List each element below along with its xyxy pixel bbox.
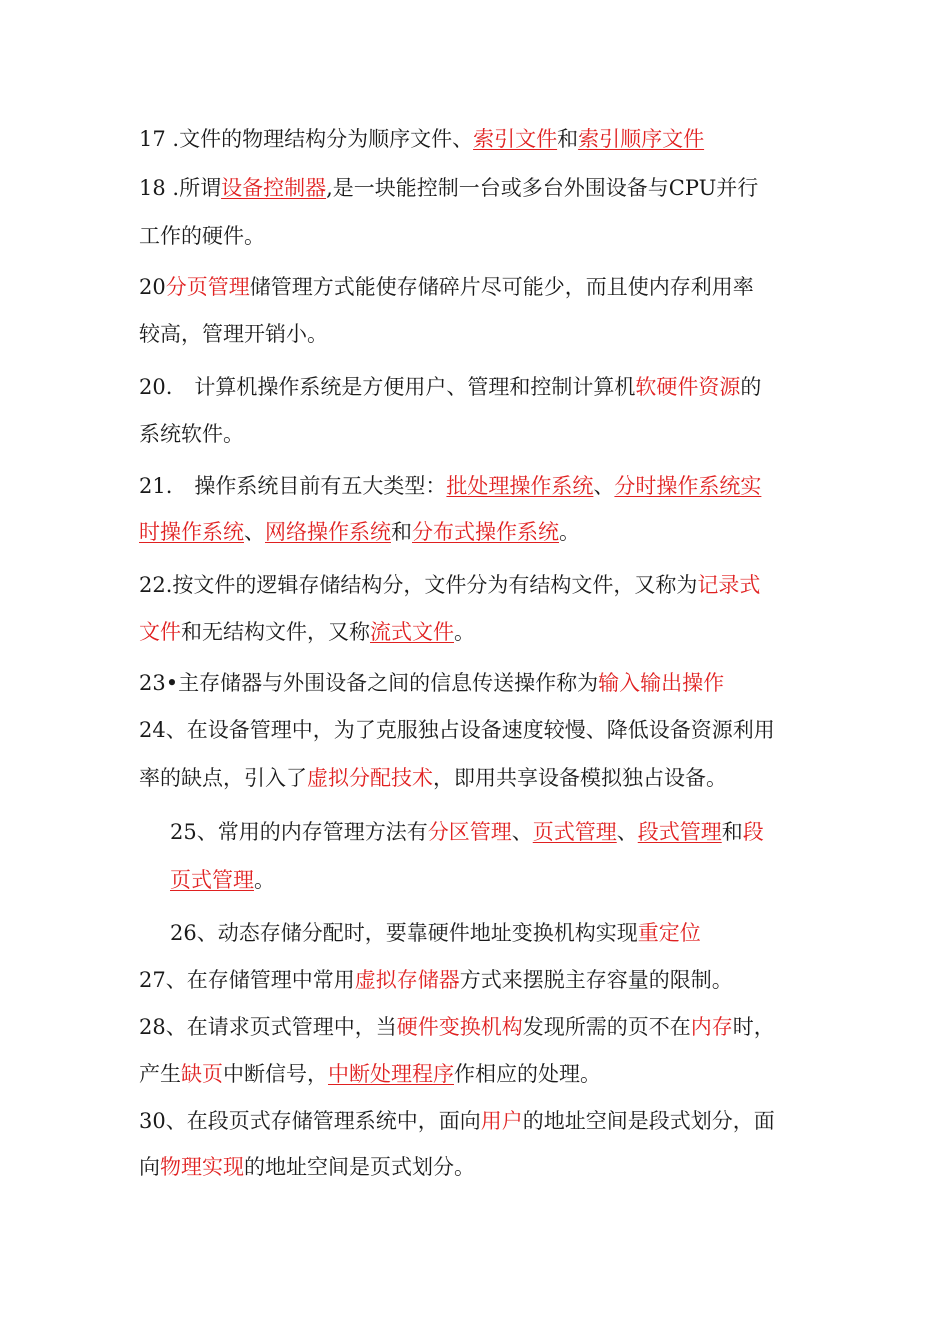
question-text: ，即用共享设备模拟独占设备。 — [433, 766, 727, 790]
line-30 — [139, 1107, 819, 1135]
line-21 — [139, 472, 819, 500]
question-text: 和 — [721, 820, 743, 844]
line-20a-cont — [139, 320, 819, 348]
question-text: 和 — [557, 127, 579, 151]
answer-text: 分页管理 — [165, 275, 250, 299]
question-text: 17 .文件的物理结构分为顺序文件、 — [139, 127, 474, 151]
answer-text-underlined: 中断处理程序 — [328, 1062, 454, 1086]
line-18 — [139, 174, 819, 202]
question-text: 20 — [139, 275, 166, 299]
question-text: 产生 — [139, 1062, 181, 1086]
answer-text-underlined: 分时操作系统实 — [614, 474, 762, 498]
line-24 — [139, 716, 819, 744]
answer-text: 虚拟存储器 — [354, 968, 460, 992]
line-22-cont — [139, 618, 819, 646]
question-text: 系统软件。 — [139, 422, 244, 446]
line-22 — [139, 571, 819, 599]
question-text: 。 — [454, 620, 475, 644]
answer-text-underlined: 索引顺序文件 — [578, 127, 705, 151]
question-text: 、 — [593, 474, 615, 498]
answer-text: 重定位 — [637, 921, 701, 945]
line-20a — [139, 273, 819, 301]
answer-text-underlined: 设备控制器 — [221, 176, 327, 200]
question-text: 。 — [254, 868, 275, 892]
answer-text: 缺页 — [181, 1062, 223, 1086]
question-text: 18 .所谓 — [139, 176, 222, 200]
line-27 — [139, 966, 819, 994]
line-25 — [170, 818, 850, 846]
question-text: 30、在段页式存储管理系统中，面向 — [139, 1109, 481, 1133]
question-text: 向 — [139, 1155, 160, 1179]
answer-text-underlined: 索引文件 — [473, 127, 558, 151]
line-17 — [139, 125, 819, 153]
question-text: 21. — [139, 474, 173, 498]
answer-text: 软硬件资源 — [635, 375, 741, 399]
answer-text-underlined: 页式管理 — [170, 868, 254, 892]
line-18-cont — [139, 222, 819, 250]
question-text: 工作的硬件。 — [139, 224, 265, 248]
question-text: 的地址空间是段式划分，面 — [522, 1109, 775, 1133]
line-26 — [170, 919, 850, 947]
question-text: 储管理方式能使存储碎片尽可能少，而且使内存利用率 — [249, 275, 754, 299]
answer-text-underlined: 流式文件 — [370, 620, 454, 644]
answer-text-underlined: 批处理操作系统 — [446, 474, 594, 498]
line-24-cont — [139, 764, 819, 792]
question-text: 、 — [244, 520, 265, 544]
line-30-cont — [139, 1153, 819, 1181]
question-text: 24、在设备管理中，为了克服独占设备速度较慢、降低设备资源利用 — [139, 718, 775, 742]
question-text: 作相应的处理。 — [454, 1062, 601, 1086]
line-25-cont — [170, 866, 850, 894]
question-text: 较高，管理开销小。 — [139, 322, 328, 346]
question-text: ,是一块能控制一台或多台外围设备与CPU并行 — [326, 176, 759, 200]
question-text: 中断信号， — [223, 1062, 328, 1086]
line-28-cont — [139, 1060, 819, 1088]
answer-text: 记录式 — [697, 573, 761, 597]
answer-text-underlined: 时操作系统 — [139, 520, 244, 544]
question-text: 27、在存储管理中常用 — [139, 968, 355, 992]
question-text: 时， — [732, 1015, 775, 1039]
question-text: 和 — [391, 520, 412, 544]
answer-text: 用户 — [480, 1109, 523, 1133]
question-text: 方式来摆脱主存容量的限制。 — [459, 968, 733, 992]
question-text: 20. — [139, 375, 173, 399]
answer-text: 段 — [742, 820, 764, 844]
question-text: 23•主存储器与外围设备之间的信息传送操作称为 — [139, 671, 599, 695]
question-text: 计算机操作系统是方便用户、管理和控制计算机 — [194, 375, 636, 399]
question-text: 发现所需的页不在 — [522, 1015, 691, 1039]
question-text: 、 — [616, 820, 638, 844]
answer-text: 输入输出操作 — [598, 671, 725, 695]
line-21-cont — [139, 518, 819, 546]
question-text: 操作系统目前有五大类型： — [194, 474, 447, 498]
line-23 — [139, 669, 819, 697]
line-20b — [139, 373, 819, 401]
line-28 — [139, 1013, 819, 1041]
question-text: 、 — [511, 820, 533, 844]
answer-text-underlined: 段式管理 — [637, 820, 722, 844]
question-text: 率的缺点，引入了 — [139, 766, 307, 790]
answer-text: 分区管理 — [427, 820, 512, 844]
question-text: 26、动态存储分配时，要靠硬件地址变换机构实现 — [170, 921, 638, 945]
answer-text: 物理实现 — [160, 1155, 244, 1179]
answer-text: 文件 — [139, 620, 181, 644]
answer-text-underlined: 页式管理 — [532, 820, 617, 844]
question-text: 的 — [740, 375, 762, 399]
question-text: 25、常用的内存管理方法有 — [170, 820, 428, 844]
answer-text: 内存 — [690, 1015, 733, 1039]
question-text: 22.按文件的逻辑存储结构分，文件分为有结构文件，又称为 — [139, 573, 698, 597]
answer-text: 硬件变换机构 — [396, 1015, 523, 1039]
question-text: 。 — [559, 520, 580, 544]
answer-text-underlined: 分布式操作系统 — [412, 520, 559, 544]
line-20b-cont — [139, 420, 819, 448]
answer-text: 虚拟分配技术 — [307, 766, 433, 790]
answer-text-underlined: 网络操作系统 — [265, 520, 391, 544]
question-text: 28、在请求页式管理中，当 — [139, 1015, 397, 1039]
question-text: 的地址空间是页式划分。 — [244, 1155, 475, 1179]
question-text: 和无结构文件，又称 — [181, 620, 370, 644]
